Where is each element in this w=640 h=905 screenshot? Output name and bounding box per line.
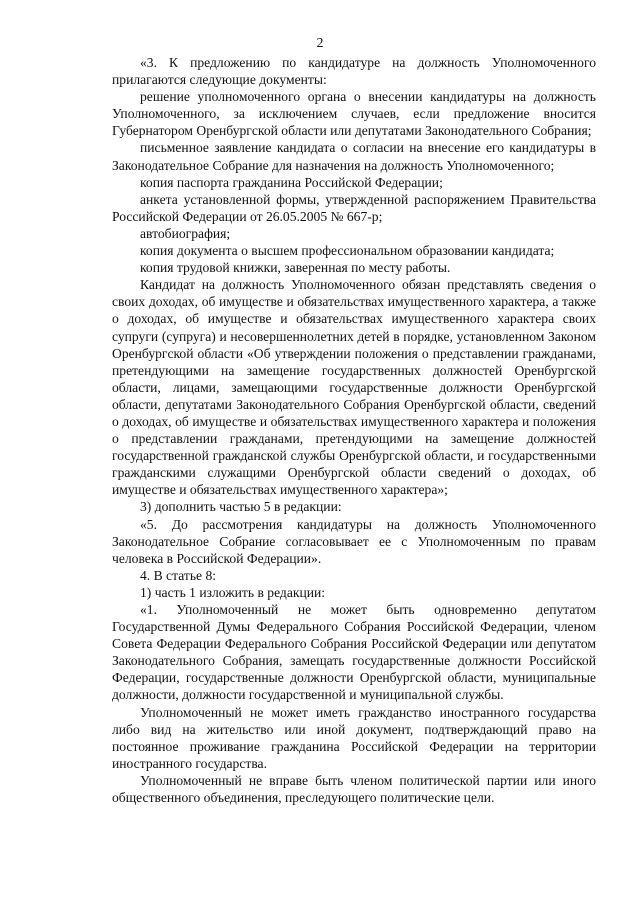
paragraph-income-disclosure: Кандидат на должность Уполномоченного обязан представлять сведения о своих доходах, об имуществе и обязательствах имущественного характера, а также о доходах, об имуществе и обязательствах имущественного характера своих супруги (супруга) и несовершеннолетних детей в порядке, установленном Законом Оренбургской области «Об утверждении положения о представлении гражданами, претендующими на замещение государственных должностей Оренбургской области, лицами, замещающими государственные должности Оренбургской области, депутатами Законодательного Собрания Оренбургской области, сведений о доходах, об имуществе и обязательствах имущественного характера и положения о представлении гражданами, претендующими на замещение должностей государственной гражданской службы Оренбургской области, и государственными гражданскими служащими Оренбургской области сведений о доходах, об имуществе и обязательствах имущественного характера»; bbox=[112, 277, 596, 498]
list-item-workbook-copy: копия трудовой книжки, заверенная по месту работы. bbox=[140, 260, 451, 276]
list-item-autobiography: автобиография; bbox=[140, 225, 231, 241]
document-body bbox=[112, 54, 596, 806]
paragraph-amend-part5: 3) дополнить частью 5 в редакции: bbox=[140, 499, 342, 515]
paragraph-part5-text: «5. До рассмотрения кандидатуры на должность Уполномоченного Законодательное Собрание согласовывает ее с Уполномоченным по правам человека в Российской Федерации». bbox=[112, 516, 596, 566]
list-item-questionnaire: анкета установленной формы, утвержденной распоряжением Правительства Российской Федерации от 26.05.2005 № 667-р; bbox=[112, 191, 596, 224]
list-item-education-copy: копия документа о высшем профессиональном образовании кандидата; bbox=[140, 243, 555, 259]
page-number: 2 bbox=[316, 35, 324, 50]
paragraph-party-membership: Уполномоченный не вправе быть членом политической партии или иного общественного объединения, преследующего политические цели. bbox=[112, 772, 596, 806]
paragraph-part3-intro: «3. К предложению по кандидатуре на должность Уполномоченного прилагаются следующие документы: bbox=[112, 55, 596, 88]
paragraph-citizenship: Уполномоченный не может иметь гражданство иностранного государства либо вид на жительство или иной документ, подтверждающий право на постоянное проживание гражданина Российской Федерации на территории иностранного государства. bbox=[112, 704, 596, 771]
paragraph-article8-part1: 1) часть 1 изложить в редакции: bbox=[140, 584, 326, 600]
paragraph-incompatibility: «1. Уполномоченный не может быть одновременно депутатом Государственной Думы Федерального Собрания Российской Федерации, членом Совета Федерации Федерального Собрания Российской Федерации или депутатом Законодательного Собрания, замещать государственные должности Российской Федерации, государственные должности Оренбургской области, муниципальные должности, должности государственной и муниципальной службы. bbox=[112, 602, 596, 703]
list-item-decision: решение уполномоченного органа о внесении кандидатуры на должность Уполномоченного, за исключением случаев, если предложение вносится Губернатором Оренбургской области или депутатами Законодательного Собрания; bbox=[112, 89, 596, 139]
list-item-written-consent: письменное заявление кандидата о согласии на внесение его кандидатуры в Законодательное Собрание для назначения на должность Уполномоченного; bbox=[112, 140, 596, 173]
list-item-passport-copy: копия паспорта гражданина Российской Федерации; bbox=[140, 174, 443, 190]
paragraph-article8: 4. В статье 8: bbox=[140, 567, 217, 583]
